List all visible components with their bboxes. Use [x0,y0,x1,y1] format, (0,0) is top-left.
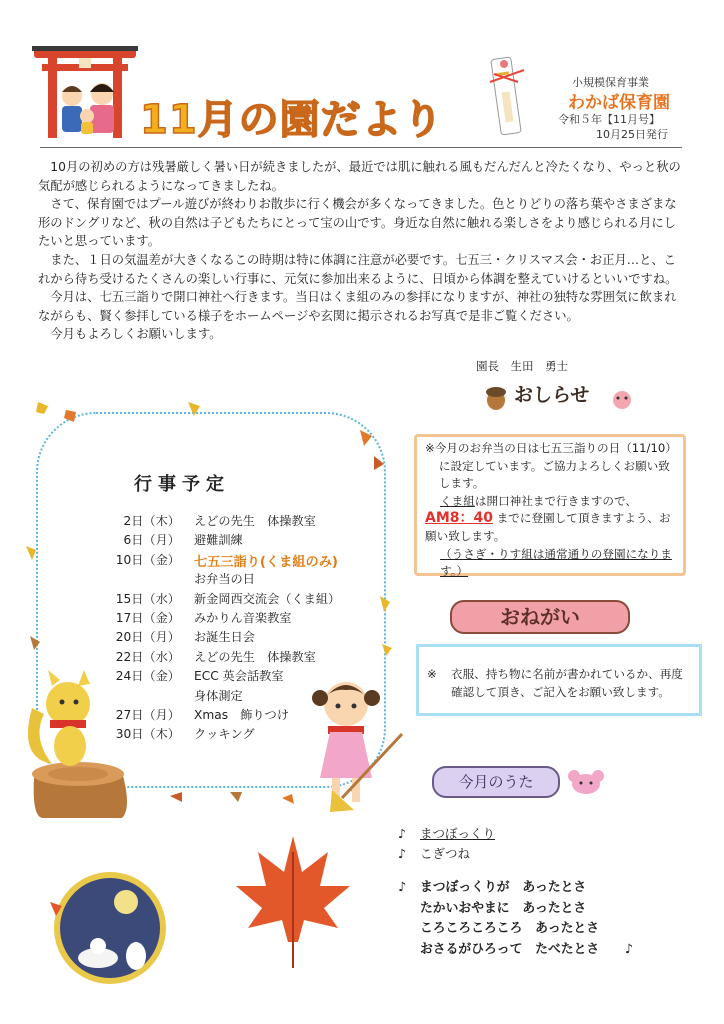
mouse-decoration-icon [566,768,606,796]
event-date: 17日（金） [115,610,180,625]
chitose-candy-illustration [484,52,534,138]
event-date: 10日（金） [115,552,180,567]
arrival-time-notice [425,510,675,545]
event-row [90,570,340,589]
torii-gate-illustration [32,42,138,138]
maple-leaf-illustration [232,832,354,972]
event-date: 20日（月） [115,630,180,645]
event-name: えどの先生 体操教室 [194,514,316,528]
song-lyrics [398,878,633,960]
event-date: 15日（水） [115,591,180,606]
lyric-line: おさるがひろって たべたとさ ♪ [420,941,633,957]
event-name: 身体測定 [194,688,243,703]
event-name: お誕生日会 [194,630,255,645]
lyric-text: まつぼっくりが あったとさ [420,880,587,895]
other-groups-notice: （うさぎ・りす組は通常通りの登園になります。） [440,546,672,579]
intro-paragraph: 今月は、七五三詣りで開口神社へ行きます。当日はくま組のみの参拝になりますが、神社の独特な雰囲気に飲まれながらも、賢く参拝している様子をホームページや玄関に掲示されるお写真で是非ご覧ください。 [38,290,677,323]
intro-paragraph: 今月もよろしくお願いします。 [50,327,222,342]
event-date: 30日（木） [115,727,180,742]
song-title: こぎつね [420,846,471,861]
music-note-icon: ♪ [398,846,406,861]
event-name: お弁当の日 [194,572,255,587]
event-row [90,551,340,570]
event-row [90,648,340,667]
event-row [90,628,340,647]
event-date: 6日（月） [123,533,180,548]
lyric-line: ころころころころ あったとさ [420,921,600,936]
newsletter-title: 11月の園だより [140,97,444,143]
event-row [90,609,340,628]
intro-paragraph: また、１日の気温差が大きくなるこの時期は特に体調に注意が必要です。七五三・クリスマス会・お正月…と、これから待ち受けるたくさんの楽しい行事に、元気に参加出来るように、日頃から体調を整えていけるといいですね。 [38,252,678,286]
events-title: 行事予定 [134,474,230,495]
girl-sweeping-illustration [302,674,412,814]
song-item [398,844,495,864]
onegai-text: 衣服、持ち物に名前が書かれているか、再度確認して頂き、ご記入をお願い致します。 [451,667,683,699]
event-name: みかりん音楽教室 [194,610,292,625]
arrival-time-text: までに登園して頂きますよう、お願い致します。 [425,511,671,543]
squirrel-illustration [22,668,132,818]
principal-signature: 園長 生田 勇士 [476,359,568,373]
arrival-time: AM8：40 [425,510,493,527]
event-name: Xmas 飾りつけ [194,707,289,722]
oshirase-notice-box [414,434,686,579]
school-name: わかば保育園 [568,93,670,113]
onegai-heading: おねがい [450,600,630,634]
songs-heading: 今月のうた [432,766,560,798]
intro-letter [38,158,686,344]
event-date: 22日（水） [115,649,180,664]
event-name: クッキング [194,727,255,742]
event-row [90,512,340,531]
lyric-line: たかいおやまに あったとさ [420,900,587,916]
event-date: 24日（金） [115,669,180,684]
event-row [90,531,340,550]
event-name: 避難訓練 [194,533,243,548]
issue-number: 令和５年【11月号】 [558,113,660,126]
music-note-icon: ♪ [398,880,407,895]
event-date [90,570,194,589]
song-title: まつぼっくり [420,826,496,841]
event-name-highlight: 七五三詣り(くま組のみ) [194,554,338,570]
event-name: えどの先生 体操教室 [194,649,316,664]
notice-mark: ※ [427,667,437,681]
publish-date: 10月25日発行 [596,128,668,141]
kuma-group-text: は開口神社まで行きますので、 [474,493,637,508]
intro-paragraph: 10月の初めの方は残暑厳しく暑い日が続きましたが、最近では肌に触れる風もだんだんと冷たくなり、やっと秋の気配が感じられるようになってきましたね。 [38,160,681,193]
organization-type: 小規模保育事業 [572,76,649,89]
kuma-group-notice [425,493,675,511]
event-date: 2日（木） [123,514,180,528]
moon-viewing-illustration [40,862,170,992]
song-titles [398,824,495,864]
header-divider [40,147,682,148]
onegai-notice-box [416,644,702,716]
oshirase-heading: おしらせ [514,384,590,406]
lyric-line [398,878,633,899]
lunch-day-notice: ※今月のお弁当の日は七五三詣りの日（11/10）に設定しています。ご協力よろしくお願い致します。 [425,441,672,491]
intro-paragraph: さて、保育園ではプール遊びが終わりお散歩に行く機会が多くなってきました。色とりどりの落ち葉やさまざまな形のドングリなど、秋の自然は子どもたちにとって宝の山です。身近な自然に触れる楽しさをより感じられる月にしたいと思っています。 [38,197,677,249]
event-row [90,590,340,609]
event-name: 新金岡西交流会（くま組） [194,591,341,606]
music-note-icon: ♪ [398,826,406,841]
kuma-group-label: くま組 [440,493,475,508]
song-item [398,824,495,844]
event-name: ECC 英会話教室 [194,669,284,684]
event-date: 27日（月） [115,707,180,722]
